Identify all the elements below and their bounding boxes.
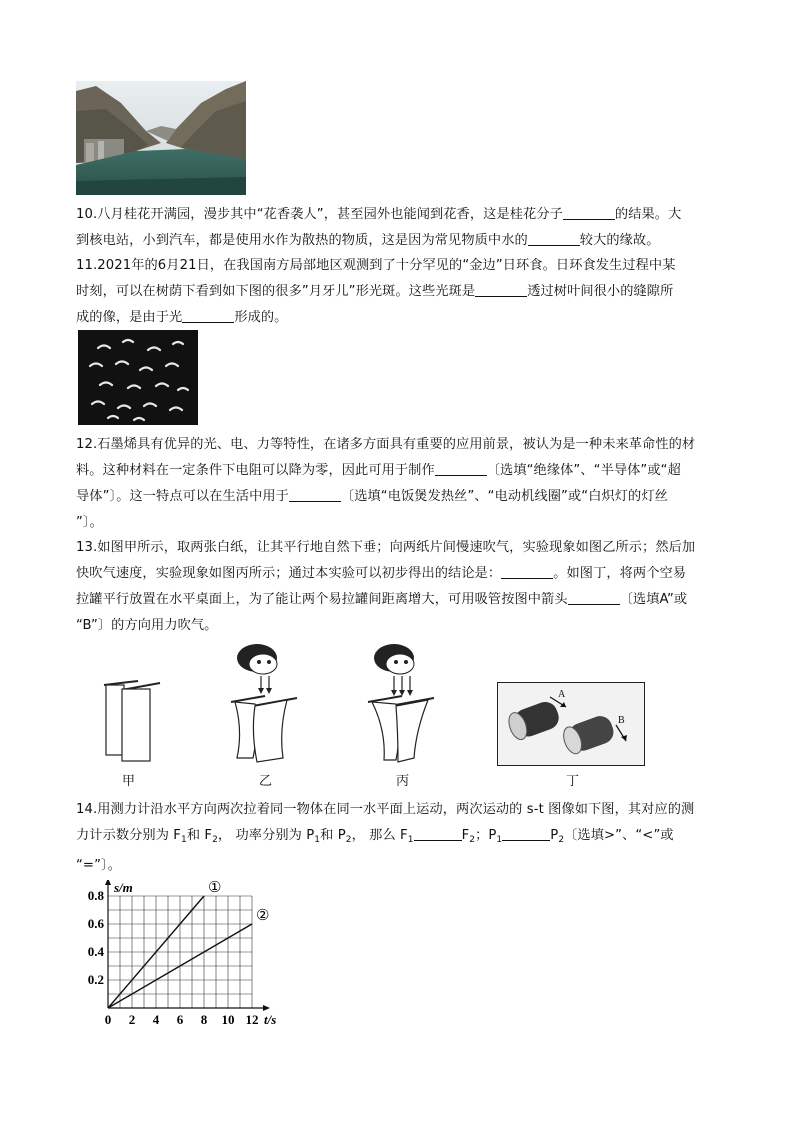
question-11 — [76, 253, 720, 331]
q14-text-b1: 力计示数分别为 F — [76, 828, 181, 843]
x-tick-label: 0 — [104, 1012, 112, 1027]
q14-sub-7: 1 — [496, 835, 503, 845]
q12-text-e: 〔选填“电饭煲发热丝”、“电动机线圈”或“白炽灯的灯丝 — [340, 489, 668, 504]
q13-text-d: 拉罐平行放置在水平桌面上，为了能让两个易拉罐间距离增大，可用吸管按图中箭头 — [76, 592, 568, 607]
q11-blank-2[interactable] — [182, 308, 234, 323]
q10-text-d: 较大的缘故。 — [579, 233, 660, 248]
question-10 — [76, 202, 720, 254]
q14-text-b6: F — [461, 828, 470, 843]
q12-blank-2[interactable] — [289, 487, 341, 502]
q10-text-a: 10.八月桂花开满园，漫步其中“花香袭人”，甚至园外也能闻到花香，这是桂花分子 — [76, 207, 563, 222]
q14-text-b5: ， 那么 F — [351, 828, 408, 843]
y-axis-label: s/m — [114, 880, 133, 895]
x-tick-label: 12 — [245, 1012, 259, 1027]
q12-text-d: 导体”〕。这一特点可以在生活中用于 — [76, 489, 289, 504]
x-axis-label: t/s — [264, 1012, 277, 1027]
caption-ding: 丁 — [566, 774, 580, 789]
q13-text-f: “B”〕的方向用力吹气。 — [76, 618, 218, 633]
q13-text-b: 快吹气速度，实验现象如图丙所示；通过本实验可以初步得出的结论是： — [76, 566, 502, 581]
q14-text-a: 14.用测力计沿水平方向两次拉着同一物体在同一水平面上运动，两次运动的 s-t 图像如下图，其对应的测 — [76, 802, 695, 817]
can-arrow-label-b: B — [618, 715, 625, 726]
q10-blank-1[interactable] — [563, 205, 615, 220]
q13-blank-1[interactable] — [501, 564, 553, 579]
x-tick-label: 2 — [128, 1012, 136, 1027]
x-axis-arrow-icon — [263, 1005, 270, 1011]
q14-sub-4: 2 — [345, 835, 352, 845]
figure-jia-papers — [100, 675, 170, 765]
series-label-1: ① — [208, 880, 222, 896]
caption-yi: 乙 — [259, 774, 273, 789]
q12-blank-1[interactable] — [435, 461, 487, 476]
q11-text-e: 形成的。 — [234, 310, 288, 325]
can-arrow-label-a: A — [558, 689, 566, 700]
y-tick-label: 0.8 — [87, 888, 104, 903]
question-12 — [76, 432, 720, 536]
y-tick-label: 0.2 — [87, 972, 104, 987]
caption-bing: 丙 — [396, 774, 410, 789]
y-axis-arrow-icon — [105, 880, 111, 885]
y-tick-label: 0.4 — [87, 944, 104, 959]
q13-blank-2[interactable] — [568, 590, 620, 605]
x-tick-label: 10 — [221, 1012, 235, 1027]
q14-text-b9: 〔选填>”、“<”或 — [564, 828, 674, 843]
q14-sub-1: 1 — [181, 835, 187, 845]
q10-blank-2[interactable] — [528, 231, 580, 246]
q14-blank-2[interactable] — [502, 826, 550, 841]
series-label-2: ② — [256, 908, 270, 924]
figure-yi-slow-blow — [225, 640, 315, 765]
q14-text-c: “=”〕。 — [76, 858, 121, 873]
question-13 — [76, 535, 720, 639]
q14-text-b2: 和 F — [186, 828, 213, 843]
q13-text-c: 。如图丁，将两个空易 — [553, 566, 687, 581]
q14-blank-1[interactable] — [414, 826, 462, 841]
q11-text-a: 11.2021年的6月21日，在我国南方局部地区观测到了十分罕见的“金边”日环食。日环食发生过程中某 — [76, 258, 676, 273]
q14-text-b4: 和 P — [320, 828, 346, 843]
q12-text-a: 12.石墨烯具有优异的光、电、力等特性，在诸多方面具有重要的应用前景，被认为是一种未来革命性的材 — [76, 437, 696, 452]
x-tick-label: 6 — [176, 1012, 184, 1027]
q11-text-c: 透过树叶间很小的缝隙所 — [527, 284, 674, 299]
q14-text-b3: ， 功率分别为 P — [217, 828, 315, 843]
q14-sub-8: 2 — [558, 835, 565, 845]
q12-text-c: 〔选填“绝缘体”、“半导体”或“超 — [486, 463, 681, 478]
q14-sub-3: 1 — [314, 835, 321, 845]
q11-text-b: 时刻，可以在树荫下看到如下图的很多”月牙儿”形光斑。这些光斑是 — [76, 284, 476, 299]
q12-text-b: 料。这种材料在一定条件下电阻可以降为零，因此可用于制作 — [76, 463, 435, 478]
q14-sub-5: 1 — [407, 835, 414, 845]
q13-text-e: 〔选填A”或 — [619, 592, 688, 607]
question-14 — [76, 797, 720, 879]
x-tick-label: 8 — [200, 1012, 208, 1027]
q11-blank-1[interactable] — [475, 282, 527, 297]
q14-text-b7: ；P — [475, 828, 497, 843]
q13-text-a: 13.如图甲所示，取两张白纸，让其平行地自然下垂；向两纸片间慢速吹气，实验现象如图乙所示；然后加 — [76, 540, 696, 555]
s-t-graph — [80, 880, 280, 1030]
figure-bing-fast-blow — [362, 640, 452, 765]
q14-sub-6: 2 — [469, 835, 476, 845]
figure-ding-cans-photo — [497, 682, 645, 766]
q10-text-c: 到核电站，小到汽车，都是使用水作为散热的物质，这是因为常见物质中水的 — [76, 233, 528, 248]
crescent-light-spots-photo — [78, 330, 198, 425]
x-tick-label: 4 — [152, 1012, 160, 1027]
q10-text-b: 的结果。大 — [614, 207, 682, 222]
q11-text-d: 成的像，是由于光 — [76, 310, 183, 325]
q14-text-b8: P — [550, 828, 559, 843]
caption-jia: 甲 — [122, 774, 136, 789]
q12-text-f: ”〕。 — [76, 515, 103, 530]
dam-reservoir-photo — [76, 81, 246, 195]
y-tick-label: 0.6 — [87, 916, 104, 931]
q14-sub-2: 2 — [212, 835, 218, 845]
